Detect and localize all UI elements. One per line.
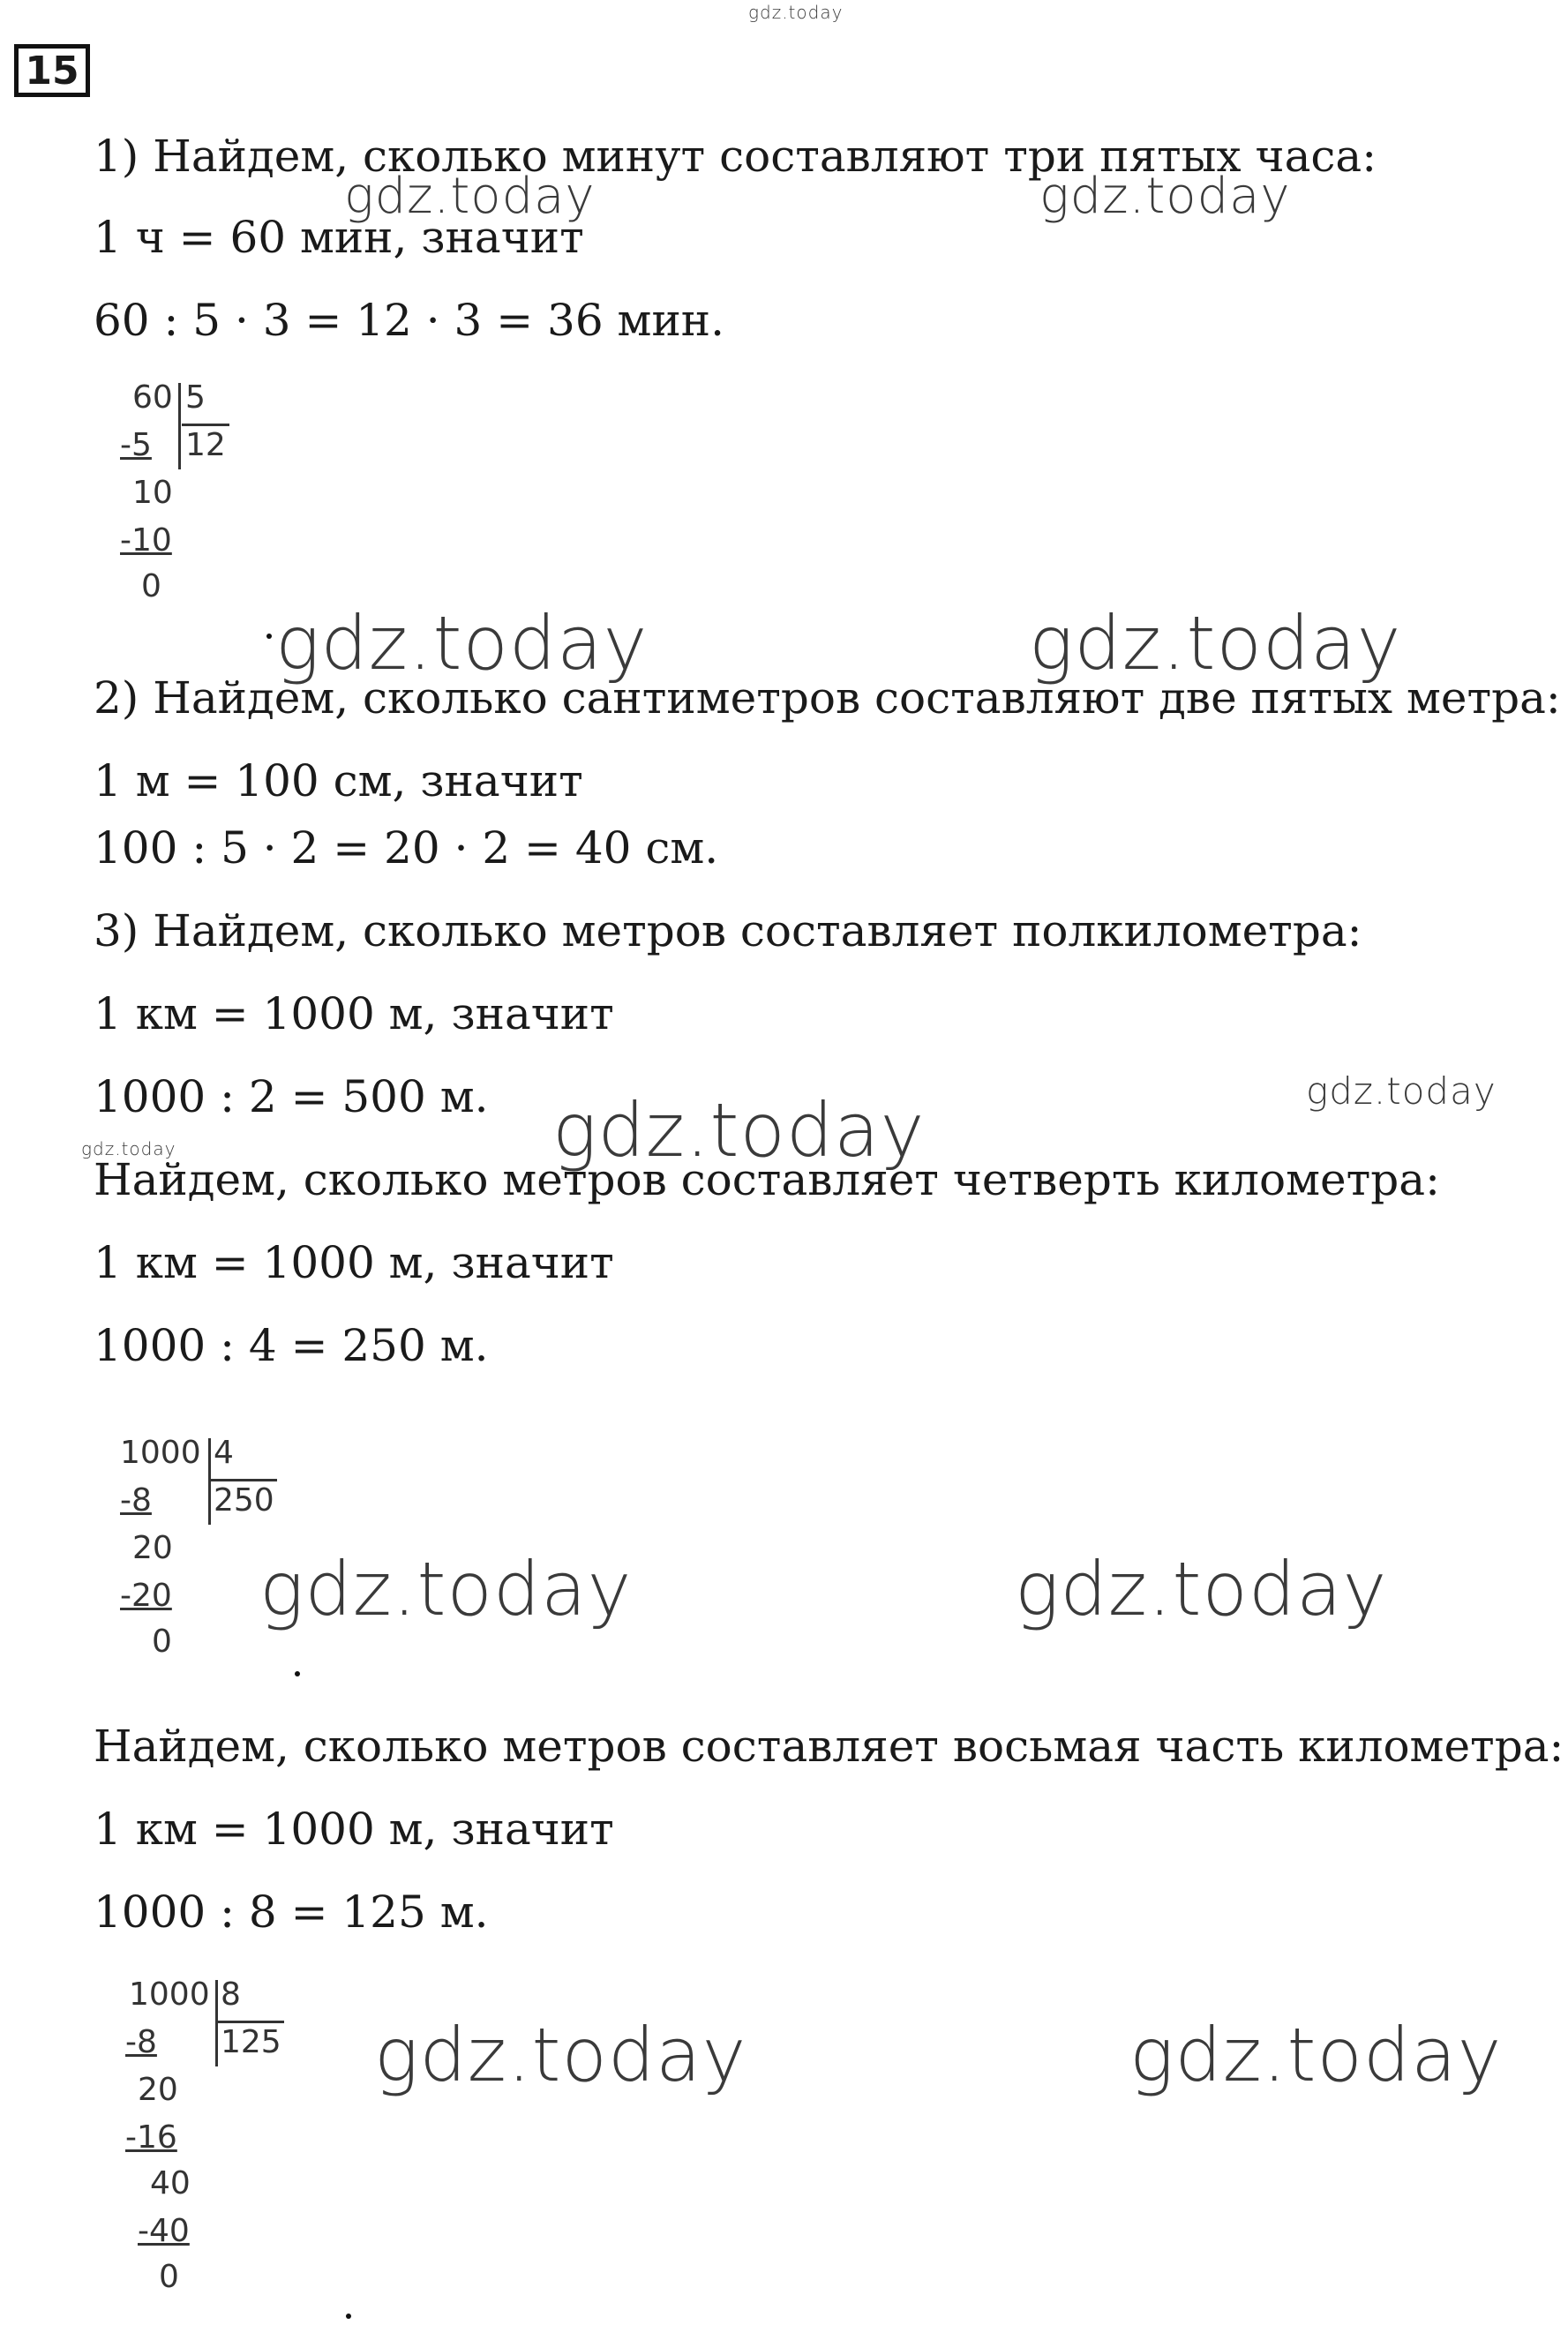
part5-line2: 1000 : 8 = 125 м.: [94, 1886, 489, 1938]
watermark: gdz.today: [1306, 1069, 1497, 1113]
watermark: gdz.today: [1029, 600, 1402, 686]
division-quotient: 250: [214, 1482, 274, 1519]
part2-line1: 1 м = 100 см, значит: [94, 755, 583, 806]
watermark: gdz.today: [1015, 1546, 1388, 1632]
part3-line1: 1 км = 1000 м, значит: [94, 988, 614, 1039]
division-dividend: 1000: [120, 1435, 201, 1471]
long-division-1000-by-8: [124, 1976, 309, 2312]
long-division-60-by-5: [120, 379, 261, 609]
division-step: 20: [132, 1530, 173, 1566]
division-dividend: 1000: [129, 1976, 210, 2013]
division-step: 0: [141, 568, 161, 604]
part2-heading: 2) Найдем, сколько сантиметров составляют две пятых метра:: [94, 672, 1561, 724]
watermark: gdz.today: [275, 600, 649, 686]
part2-line2: 100 : 5 · 2 = 20 · 2 = 40 см.: [94, 822, 719, 874]
watermark: gdz.today: [81, 1138, 176, 1159]
division-step: 40: [150, 2165, 191, 2201]
division-dividend: 60: [132, 379, 173, 416]
watermark: gdz.today: [1039, 168, 1291, 225]
watermark: gdz.today: [344, 168, 596, 225]
division-step: -20: [120, 1578, 172, 1614]
division-step: 10: [132, 475, 173, 511]
division-step: 20: [138, 2072, 178, 2108]
division-divisor: 4: [214, 1435, 234, 1471]
division-divisor: 5: [185, 379, 206, 416]
watermark: gdz.today: [552, 1087, 926, 1174]
division-divisor: 8: [221, 1976, 241, 2013]
watermark: gdz.today: [374, 2012, 747, 2098]
division-step: 0: [152, 1624, 172, 1660]
division-step: -8: [120, 1482, 152, 1519]
division-step: -10: [120, 522, 172, 559]
part4-heading: Найдем, сколько метров составляет четверть километра:: [94, 1154, 1440, 1205]
part5-heading: Найдем, сколько метров составляет восьмая часть километра:: [94, 1721, 1564, 1772]
division-step: -5: [120, 427, 152, 463]
part5-line1: 1 км = 1000 м, значит: [94, 1804, 614, 1855]
part1-line1: 1 ч = 60 мин, значит: [94, 212, 584, 263]
part1-line2: 60 : 5 · 3 = 12 · 3 = 36 мин.: [94, 295, 724, 346]
task-number-badge: 15: [14, 44, 90, 97]
division-quotient: 125: [221, 2024, 281, 2060]
part3-heading: 3) Найдем, сколько метров составляет полкилометра:: [94, 905, 1362, 956]
watermark: gdz.today: [1129, 2012, 1503, 2098]
division-quotient: 12: [185, 427, 226, 463]
watermark: gdz.today: [259, 1546, 633, 1632]
part3-line2: 1000 : 2 = 500 м.: [94, 1071, 489, 1122]
part4-line2: 1000 : 4 = 250 м.: [94, 1320, 489, 1371]
part1-heading: 1) Найдем, сколько минут составляют три пятых часа:: [94, 131, 1377, 182]
part4-line1: 1 км = 1000 м, значит: [94, 1237, 614, 1288]
division-step: -16: [125, 2119, 177, 2156]
division-step: -40: [138, 2213, 190, 2249]
watermark-top: gdz.today: [748, 2, 844, 23]
division-step: -8: [125, 2024, 157, 2060]
division-step: 0: [159, 2259, 179, 2295]
